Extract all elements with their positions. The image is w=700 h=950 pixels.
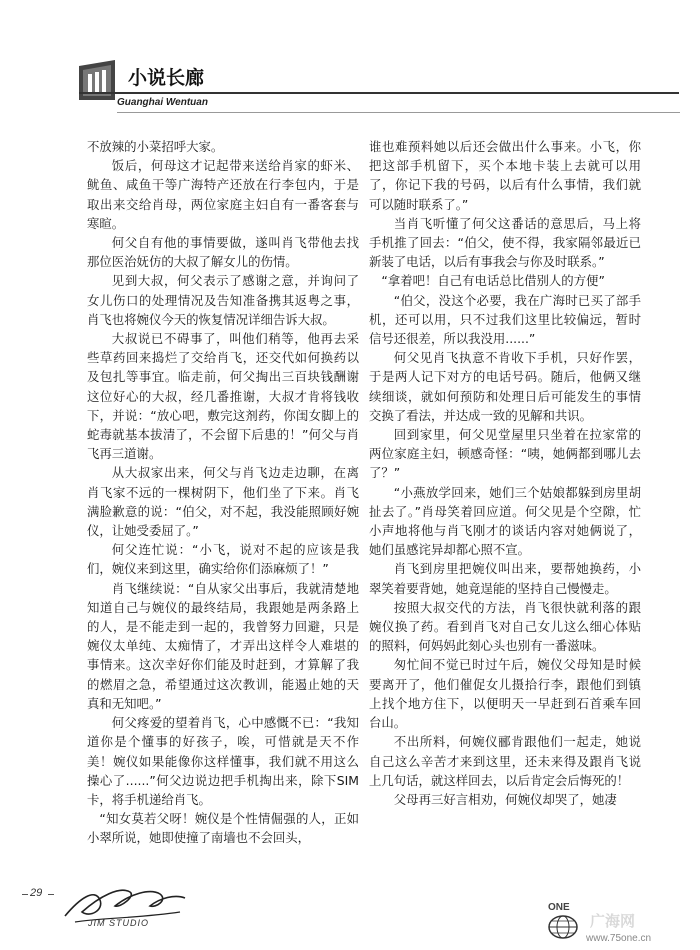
- page-number: 29: [30, 887, 43, 899]
- paragraph: “拿着吧！自己有电话总比借别人的方便”: [381, 273, 605, 289]
- paragraph: 回到家里，何父见堂屋里只坐着在拉家常的两位家庭主妇，顿感奇怪：“咦，她俩都到哪儿去了？”: [369, 427, 641, 481]
- paragraph: 谁也难预料她以后还会做出什么事来。小飞，你把这部手机留下，买个本地卡装上去就可以用了，你记下我的号码，以后有什么事情，我们就可以随时联系了。”: [369, 139, 641, 212]
- paragraph: 从大叔家出来，何父与肖飞边走边聊，在离肖飞家不远的一棵树阴下，他们坐了下来。肖飞满脸歉意的说：“伯父，对不起，我没能照顾好婉仪，让她受委屈了。”: [87, 465, 359, 539]
- page-header: [0, 0, 700, 125]
- page-number-dash-right: [48, 894, 54, 895]
- paragraph: 肖飞到房里把婉仪叫出来，要帮她换药，小翠笑着要背她，她竟逞能的坚持自己慢慢走。: [369, 561, 641, 596]
- paragraph: 父母再三好言相劝，何婉仪却哭了，她凄: [393, 791, 617, 807]
- section-logo-icon: [79, 60, 115, 100]
- paragraph: “伯父，没这个必要，我在广海时已买了部手机，还可以用，只不过我们这里比较偏远，暂时信号还很差，所以我没用......”: [369, 292, 641, 347]
- header-rule: [79, 92, 679, 94]
- paragraph: 饭后，何母这才记起带来送给肖家的虾米、鱿鱼、咸鱼干等广海特产还放在行李包内，于是取出来交给肖母，两位家庭主妇自有一番客套与寒暄。: [87, 158, 359, 231]
- watermark-site-name: 广海网: [590, 912, 636, 930]
- left-text-column: [87, 137, 359, 848]
- paragraph: 当肖飞听懂了何父这番话的意思后，马上将手机推了回去：“伯父，使不得，我家隔邻最近已新装了电话，以后有事我会与你及时联系。”: [369, 215, 641, 270]
- paragraph: 何父见肖飞执意不肯收下手机，只好作罢，于是两人记下对方的电话号码。随后，他俩又继续细谈，就如何预防和处理日后可能发生的事情交换了看法，并达成一致的见解和共识。: [369, 350, 641, 423]
- paragraph: 何父疼爱的望着肖飞，心中感慨不已：“我知道你是个懂事的好孩子，唉，可惜就是天不作美！婉仪如果能像你这样懂事，我们就不用这么操心了......”何父边说边把手机掏出来，除下SIM卡，将手机递给肖飞。: [87, 715, 359, 807]
- paragraph: “小燕放学回来，她们三个姑娘都躲到房里胡扯去了。”肖母笑着回应道。何父见是个空隙，忙小声地将他与肖飞刚才的谈话内容对她俩说了，她们虽感诧异却都心照不宣。: [369, 484, 641, 558]
- paragraph: 肖飞继续说：“自从家父出事后，我就清楚地知道自己与婉仪的最终结局，我跟她是两条路上的人，是不能走到一起的，我曾努力回避，只是婉仪太单纯、太痴情了，才弄出这样令人难堪的事情来。这次幸好你们能及时赶到，才算解了我的燃眉之急，希望通过这次教训，能遏止她的天真和无知吧。”: [87, 580, 359, 711]
- section-subtitle: Guanghai Wentuan: [117, 97, 208, 108]
- right-text-column: [369, 137, 641, 809]
- watermark-url: www.75one.cn: [586, 933, 652, 944]
- paragraph: 不放辣的小菜招呼大家。: [87, 139, 224, 154]
- header-subrule: [117, 112, 680, 113]
- globe-icon: [546, 910, 580, 940]
- studio-mark: JIM STUDIO: [88, 918, 149, 928]
- paragraph: 见到大叔，何父表示了感谢之意，并询问了女儿伤口的处理情况及告知准备携其返粤之事，肖飞也将婉仪今天的恢复情况详细告诉大叔。: [87, 273, 359, 327]
- page-number-dash-left: [22, 894, 28, 895]
- paragraph: 不出所料，何婉仪郦肯跟他们一起走，她说自己这么辛苦才来到这里，还未来得及跟肖飞说上几句话，就这样回去，以后肯定会后悔死的！: [369, 734, 641, 788]
- section-title: 小说长廊: [128, 67, 205, 89]
- paragraph: 何父自有他的事情要做，遂叫肖飞带他去找那位医治妩仿的大叔了解女儿的伤情。: [87, 235, 359, 270]
- paragraph: “知女莫若父呀！婉仪是个性情倔强的人，正如小翠所说，她即使撞了南墙也不会回头，: [87, 811, 359, 846]
- paragraph: 匆忙间不觉已时过午后，婉仪父母知是时候要离开了，他们催促女儿摄拾行李，跟他们到镇上找个地方住下，以便明天一早赶到石首乘车回台山。: [369, 657, 641, 731]
- paragraph: 大叔说已不碍事了，叫他们稍等，他再去采些草药回来捣烂了交给肖飞，还交代如何换药以及包扎等事宜。临走前，何父掏出三百块钱酬谢这位好心的大叔，经几番推谢，大叔才肯将钱收下，并说：“放心吧，敷完这剂药，你闺女脚上的蛇毒就基本拔清了，不会留下后患的！”何父与肖飞再三道谢。: [87, 331, 359, 462]
- watermark-one: ONE: [548, 902, 570, 913]
- paragraph: 按照大叔交代的方法，肖飞很快就利落的跟婉仪换了药。看到肖飞对自己女儿这么细心体贴的照料，何妈妈此刻心头也别有一番滋味。: [369, 599, 641, 654]
- paragraph: 何父连忙说：“小飞，说对不起的应该是我们，婉仪来到这里，确实给你们添麻烦了！”: [87, 542, 359, 577]
